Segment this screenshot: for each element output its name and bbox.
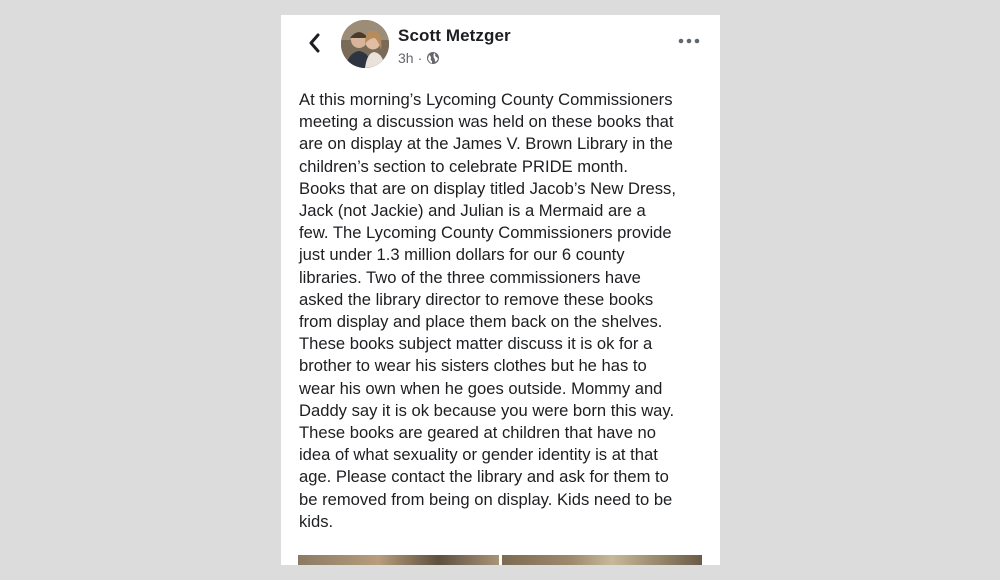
avatar-photo [341, 20, 389, 68]
back-button[interactable] [301, 29, 329, 57]
post-card [281, 15, 720, 565]
post-text-line: few. The Lycoming County Commissioners provide [299, 223, 672, 243]
post-text-line: Daddy say it is ok because you were born this way. [299, 400, 675, 420]
post-photos [298, 555, 702, 565]
post-text-line: wear his own when he goes outside. Mommy and [299, 378, 663, 398]
post-text-line: At this morning’s Lycoming County Commissioners [299, 90, 673, 109]
post-text-line: meeting a discussion was held on these books that [299, 112, 674, 132]
post-text-line: are on display at the James V. Brown Library in the [299, 134, 673, 154]
post-text-line: These books are geared at children that have no [299, 423, 657, 443]
post-text-line: Jack (not Jackie) and Julian is a Mermaid are a [299, 201, 646, 221]
post-text-line: These books subject matter discuss it is ok for a [299, 334, 653, 354]
post-text-line: children’s section to celebrate PRIDE month. [299, 156, 628, 176]
post-text-line: just under 1.3 million dollars for our 6 county [299, 245, 625, 265]
meta-separator: · [417, 50, 423, 66]
more-options-button[interactable] [676, 33, 702, 49]
post-text-line: age. Please contact the library and ask for them to [299, 467, 669, 487]
author-name[interactable]: Scott Metzger [398, 26, 511, 45]
post-text-line: libraries. Two of the three commissioners have [299, 267, 641, 287]
post-text-line: brother to wear his sisters clothes but he has to [299, 356, 647, 376]
post-text-line: Books that are on display titled Jacob’s New Dress, [299, 178, 676, 198]
post-text-line: from display and place them back on the shelves. [299, 312, 663, 332]
post-meta [398, 50, 440, 66]
avatar[interactable] [341, 20, 389, 68]
more-horizontal-icon [678, 38, 700, 44]
post-text-line: idea of what sexuality or gender identity is at that [299, 445, 658, 465]
post-text-line: asked the library director to remove these books [299, 289, 654, 309]
post-text-line: kids. [299, 511, 334, 531]
chevron-left-icon [307, 33, 323, 53]
post-photo[interactable] [298, 555, 499, 565]
post-time[interactable]: 3h [398, 50, 414, 66]
post-body [299, 89, 709, 533]
globe-icon [426, 51, 440, 65]
post-header [281, 15, 720, 95]
post-photo[interactable] [502, 555, 703, 565]
post-text-line: be removed from being on display. Kids need to be [299, 489, 673, 509]
